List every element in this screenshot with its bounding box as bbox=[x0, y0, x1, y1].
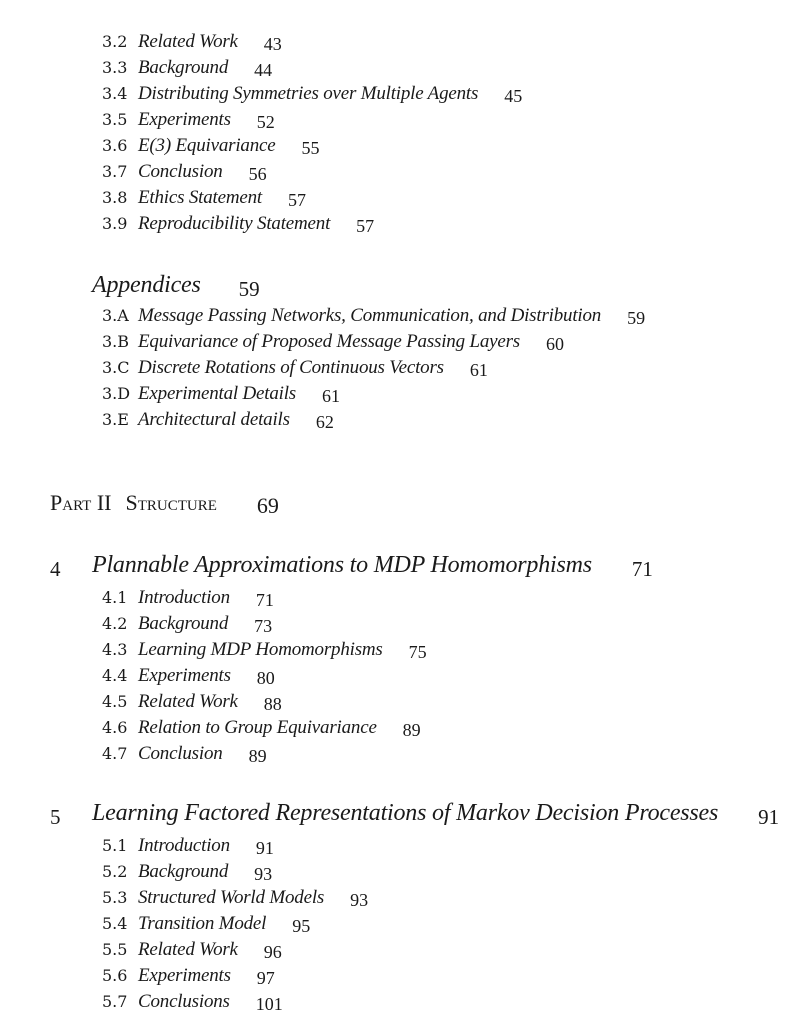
page-number: 60 bbox=[545, 334, 564, 354]
section-title: Related Work bbox=[138, 939, 238, 960]
section-title: Background bbox=[138, 57, 229, 78]
toc-entry-4-6[interactable] bbox=[102, 714, 421, 740]
section-number: 3.7 bbox=[102, 162, 128, 181]
section-number: 5.2 bbox=[102, 862, 128, 881]
chapter-number: 5 bbox=[50, 805, 61, 829]
toc-entry-5-3[interactable] bbox=[102, 884, 368, 910]
page-number: 45 bbox=[504, 86, 523, 106]
section-number: 4.6 bbox=[102, 718, 128, 737]
toc-entry-5-5[interactable] bbox=[102, 936, 282, 962]
section-title: Distributing Symmetries over Multiple Agents bbox=[138, 83, 479, 104]
section-number: 5.7 bbox=[102, 992, 128, 1011]
toc-entry-3-3[interactable] bbox=[102, 54, 272, 80]
page-number: 55 bbox=[301, 138, 320, 158]
toc-entry-3-2[interactable] bbox=[102, 28, 282, 54]
page-number: 52 bbox=[256, 112, 275, 132]
page-number: 69 bbox=[256, 493, 279, 518]
section-number: 3.A bbox=[102, 306, 129, 325]
toc-entry-3-5[interactable] bbox=[102, 106, 275, 132]
toc-entry-5-4[interactable] bbox=[102, 910, 310, 936]
page-number: 101 bbox=[255, 994, 283, 1014]
toc-entry-4-2[interactable] bbox=[102, 610, 272, 636]
part-label: Part II bbox=[50, 490, 112, 515]
toc-entry-3-A[interactable] bbox=[102, 302, 645, 328]
toc-entry-3-C[interactable] bbox=[102, 354, 488, 380]
section-title: Discrete Rotations of Continuous Vectors bbox=[138, 357, 444, 378]
section-title: Related Work bbox=[138, 691, 238, 712]
toc-entry-5-6[interactable] bbox=[102, 962, 275, 988]
toc-entry-4-5[interactable] bbox=[102, 688, 282, 714]
page-number: 71 bbox=[255, 590, 274, 610]
page-number: 56 bbox=[248, 164, 267, 184]
toc-entry-4-4[interactable] bbox=[102, 662, 275, 688]
page-number: 73 bbox=[254, 616, 273, 636]
toc-entry-3-8[interactable] bbox=[102, 184, 306, 210]
page-number: 59 bbox=[238, 277, 260, 301]
section-title: Introduction bbox=[138, 587, 230, 608]
page-number: 44 bbox=[254, 60, 273, 80]
page-number: 59 bbox=[627, 308, 646, 328]
section-title: Equivariance of Proposed Message Passing Layers bbox=[138, 331, 520, 352]
section-title: Experiments bbox=[138, 109, 231, 130]
page-number: 57 bbox=[287, 190, 306, 210]
toc-entry-part-2[interactable] bbox=[50, 486, 279, 520]
toc-entry-chapter-5[interactable] bbox=[50, 796, 779, 830]
page-number: 97 bbox=[256, 968, 275, 988]
section-title: Reproducibility Statement bbox=[138, 213, 331, 234]
section-number: 3.5 bbox=[102, 110, 128, 129]
section-number: 4.4 bbox=[102, 666, 128, 685]
chapter-title: Learning Factored Representations of Markov Decision Processes bbox=[92, 800, 719, 826]
section-title: Transition Model bbox=[138, 913, 267, 934]
section-title: E(3) Equivariance bbox=[138, 135, 276, 156]
page-number: 89 bbox=[248, 746, 267, 766]
section-number: 4.7 bbox=[102, 744, 128, 763]
page-number: 95 bbox=[292, 916, 311, 936]
toc-entry-appendices[interactable] bbox=[92, 268, 260, 302]
section-number: 3.4 bbox=[102, 84, 128, 103]
page-number: 43 bbox=[263, 34, 282, 54]
toc-entry-4-1[interactable] bbox=[102, 584, 274, 610]
toc-entry-3-9[interactable] bbox=[102, 210, 374, 236]
section-number: 3.C bbox=[102, 358, 130, 377]
section-title: Background bbox=[138, 861, 229, 882]
page-number: 57 bbox=[356, 216, 375, 236]
section-number: 5.3 bbox=[102, 888, 128, 907]
page-number: 93 bbox=[350, 890, 369, 910]
section-title: Relation to Group Equivariance bbox=[138, 717, 377, 738]
page-number: 62 bbox=[315, 412, 334, 432]
toc-entry-3-6[interactable] bbox=[102, 132, 319, 158]
page-number: 61 bbox=[322, 386, 340, 406]
section-number: 3.3 bbox=[102, 58, 128, 77]
section-number: 3.D bbox=[102, 384, 131, 403]
section-number: 3.8 bbox=[102, 188, 128, 207]
section-number: 3.6 bbox=[102, 136, 128, 155]
page-number: 88 bbox=[263, 694, 282, 714]
toc-entry-4-3[interactable] bbox=[102, 636, 427, 662]
section-title: Background bbox=[138, 613, 229, 634]
section-number: 3.B bbox=[102, 332, 130, 351]
page-number: 71 bbox=[631, 557, 653, 581]
page-number: 89 bbox=[402, 720, 421, 740]
toc-entry-3-E[interactable] bbox=[102, 406, 334, 432]
toc-entry-5-1[interactable] bbox=[102, 832, 274, 858]
page-number: 75 bbox=[408, 642, 427, 662]
section-number: 5.1 bbox=[102, 836, 128, 855]
page-number: 96 bbox=[263, 942, 282, 962]
page-number: 61 bbox=[469, 360, 488, 380]
section-title: Learning MDP Homomorphisms bbox=[138, 639, 383, 660]
section-title: Structured World Models bbox=[138, 887, 325, 908]
toc-entry-5-2[interactable] bbox=[102, 858, 272, 884]
toc-entry-3-B[interactable] bbox=[102, 328, 564, 354]
section-title: Related Work bbox=[138, 31, 238, 52]
chapter-number: 4 bbox=[50, 557, 61, 581]
toc-entry-chapter-4[interactable] bbox=[50, 548, 653, 582]
section-title: Introduction bbox=[138, 835, 230, 856]
section-number: 5.6 bbox=[102, 966, 128, 985]
section-title: Experiments bbox=[138, 665, 231, 686]
section-number: 4.1 bbox=[102, 588, 128, 607]
toc-entry-3-7[interactable] bbox=[102, 158, 267, 184]
section-number: 3.2 bbox=[102, 32, 128, 51]
page-number: 80 bbox=[256, 668, 275, 688]
section-number: 4.2 bbox=[102, 614, 128, 633]
section-number: 5.5 bbox=[102, 940, 128, 959]
toc-entry-3-4[interactable] bbox=[102, 80, 522, 106]
section-title: Conclusion bbox=[138, 161, 223, 182]
section-title: Message Passing Networks, Communication, and Distribution bbox=[138, 305, 602, 326]
appendices-title: Appendices bbox=[92, 272, 201, 298]
section-number: 4.5 bbox=[102, 692, 128, 711]
page-number: 91 bbox=[255, 838, 274, 858]
section-title: Conclusion bbox=[138, 743, 223, 764]
section-number: 3.E bbox=[102, 410, 129, 429]
chapter-title: Plannable Approximations to MDP Homomorphisms bbox=[92, 552, 592, 578]
section-title: Ethics Statement bbox=[138, 187, 262, 208]
toc-entry-5-7[interactable] bbox=[102, 988, 283, 1014]
toc-entry-3-D[interactable] bbox=[102, 380, 340, 406]
section-title: Conclusions bbox=[138, 991, 230, 1012]
section-number: 5.4 bbox=[102, 914, 128, 933]
page-number: 93 bbox=[254, 864, 273, 884]
section-title: Experimental Details bbox=[138, 383, 296, 404]
section-number: 4.3 bbox=[102, 640, 128, 659]
section-number: 3.9 bbox=[102, 214, 128, 233]
toc-entry-4-7[interactable] bbox=[102, 740, 267, 766]
part-title: Structure bbox=[125, 490, 217, 515]
section-title: Architectural details bbox=[138, 409, 290, 430]
page-number: 91 bbox=[758, 805, 780, 829]
section-title: Experiments bbox=[138, 965, 231, 986]
